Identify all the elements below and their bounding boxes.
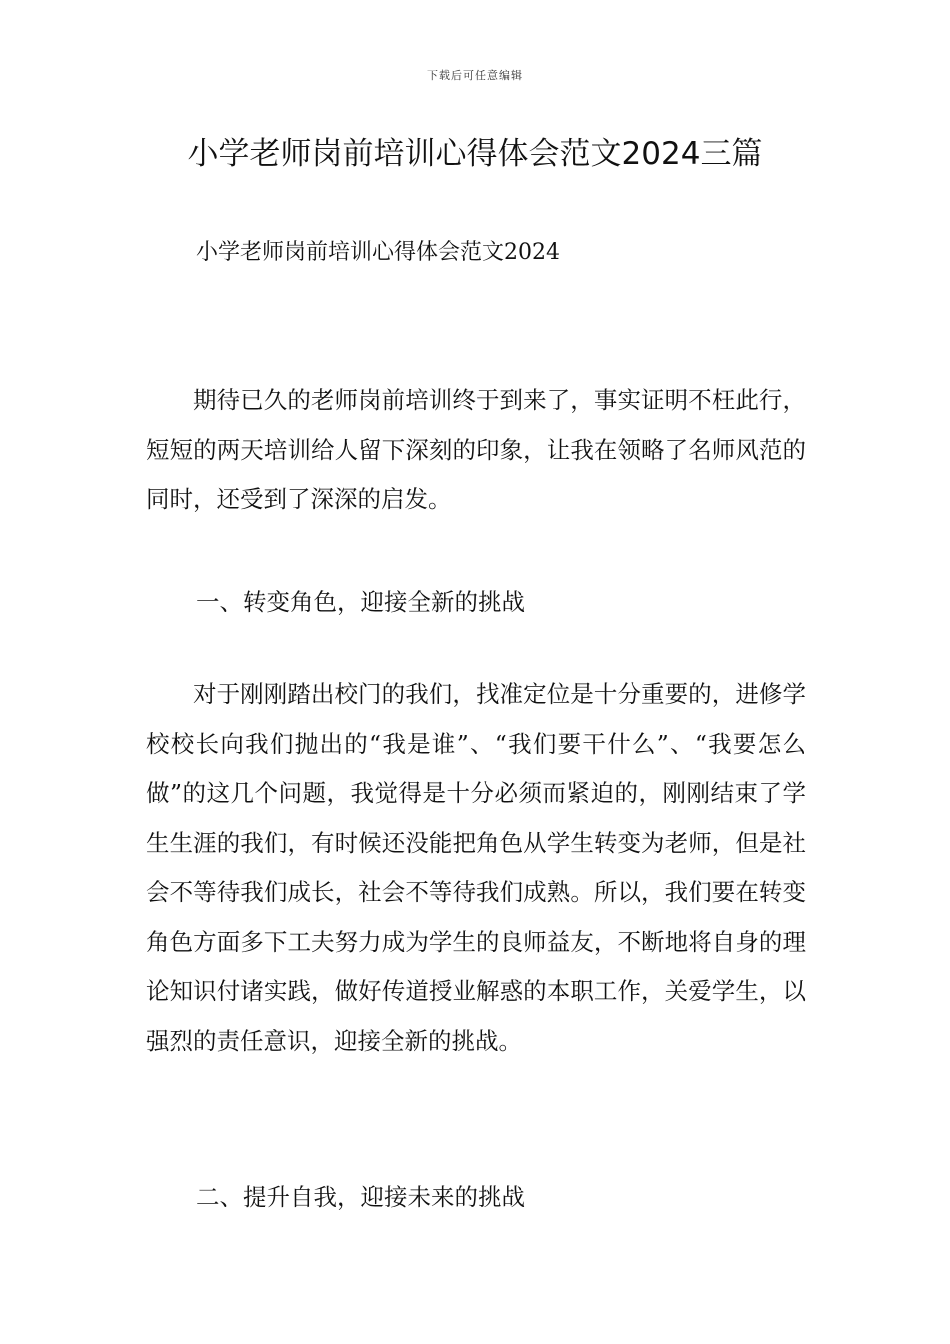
- paragraph-intro: 期待已久的老师岗前培训终于到来了，事实证明不枉此行，短短的两天培训给人留下深刻的印象，让我在领略了名师风范的同时，还受到了深深的启发。: [146, 386, 806, 513]
- document-subtitle: 小学老师岗前培训心得体会范文2024: [196, 240, 560, 265]
- section-heading-2: 二、提升自我，迎接未来的挑战: [196, 1183, 525, 1211]
- document-title: 小学老师岗前培训心得体会范文2024三篇: [187, 136, 763, 172]
- section-heading-1: 一、转变角色，迎接全新的挑战: [196, 588, 525, 616]
- paragraph-section-1: 对于刚刚踏出校门的我们，找准定位是十分重要的，进修学校校长向我们抛出的“我是谁”、“我们要干什么”、“我要怎么做”的这几个问题，我觉得是十分必须而紧迫的，刚刚结束了学生生涯的我们，有时候还没能把角色从学生转变为老师，但是社会不等待我们成长，社会不等待我们成熟。所以，我们要在转变角色方面多下工夫努力成为学生的良师益友，不断地将自身的理论知识付诸实践，做好传道授业解惑的本职工作，关爱学生，以强烈的责任意识，迎接全新的挑战。: [146, 680, 806, 1055]
- header-note: 下载后可任意编辑: [427, 69, 523, 82]
